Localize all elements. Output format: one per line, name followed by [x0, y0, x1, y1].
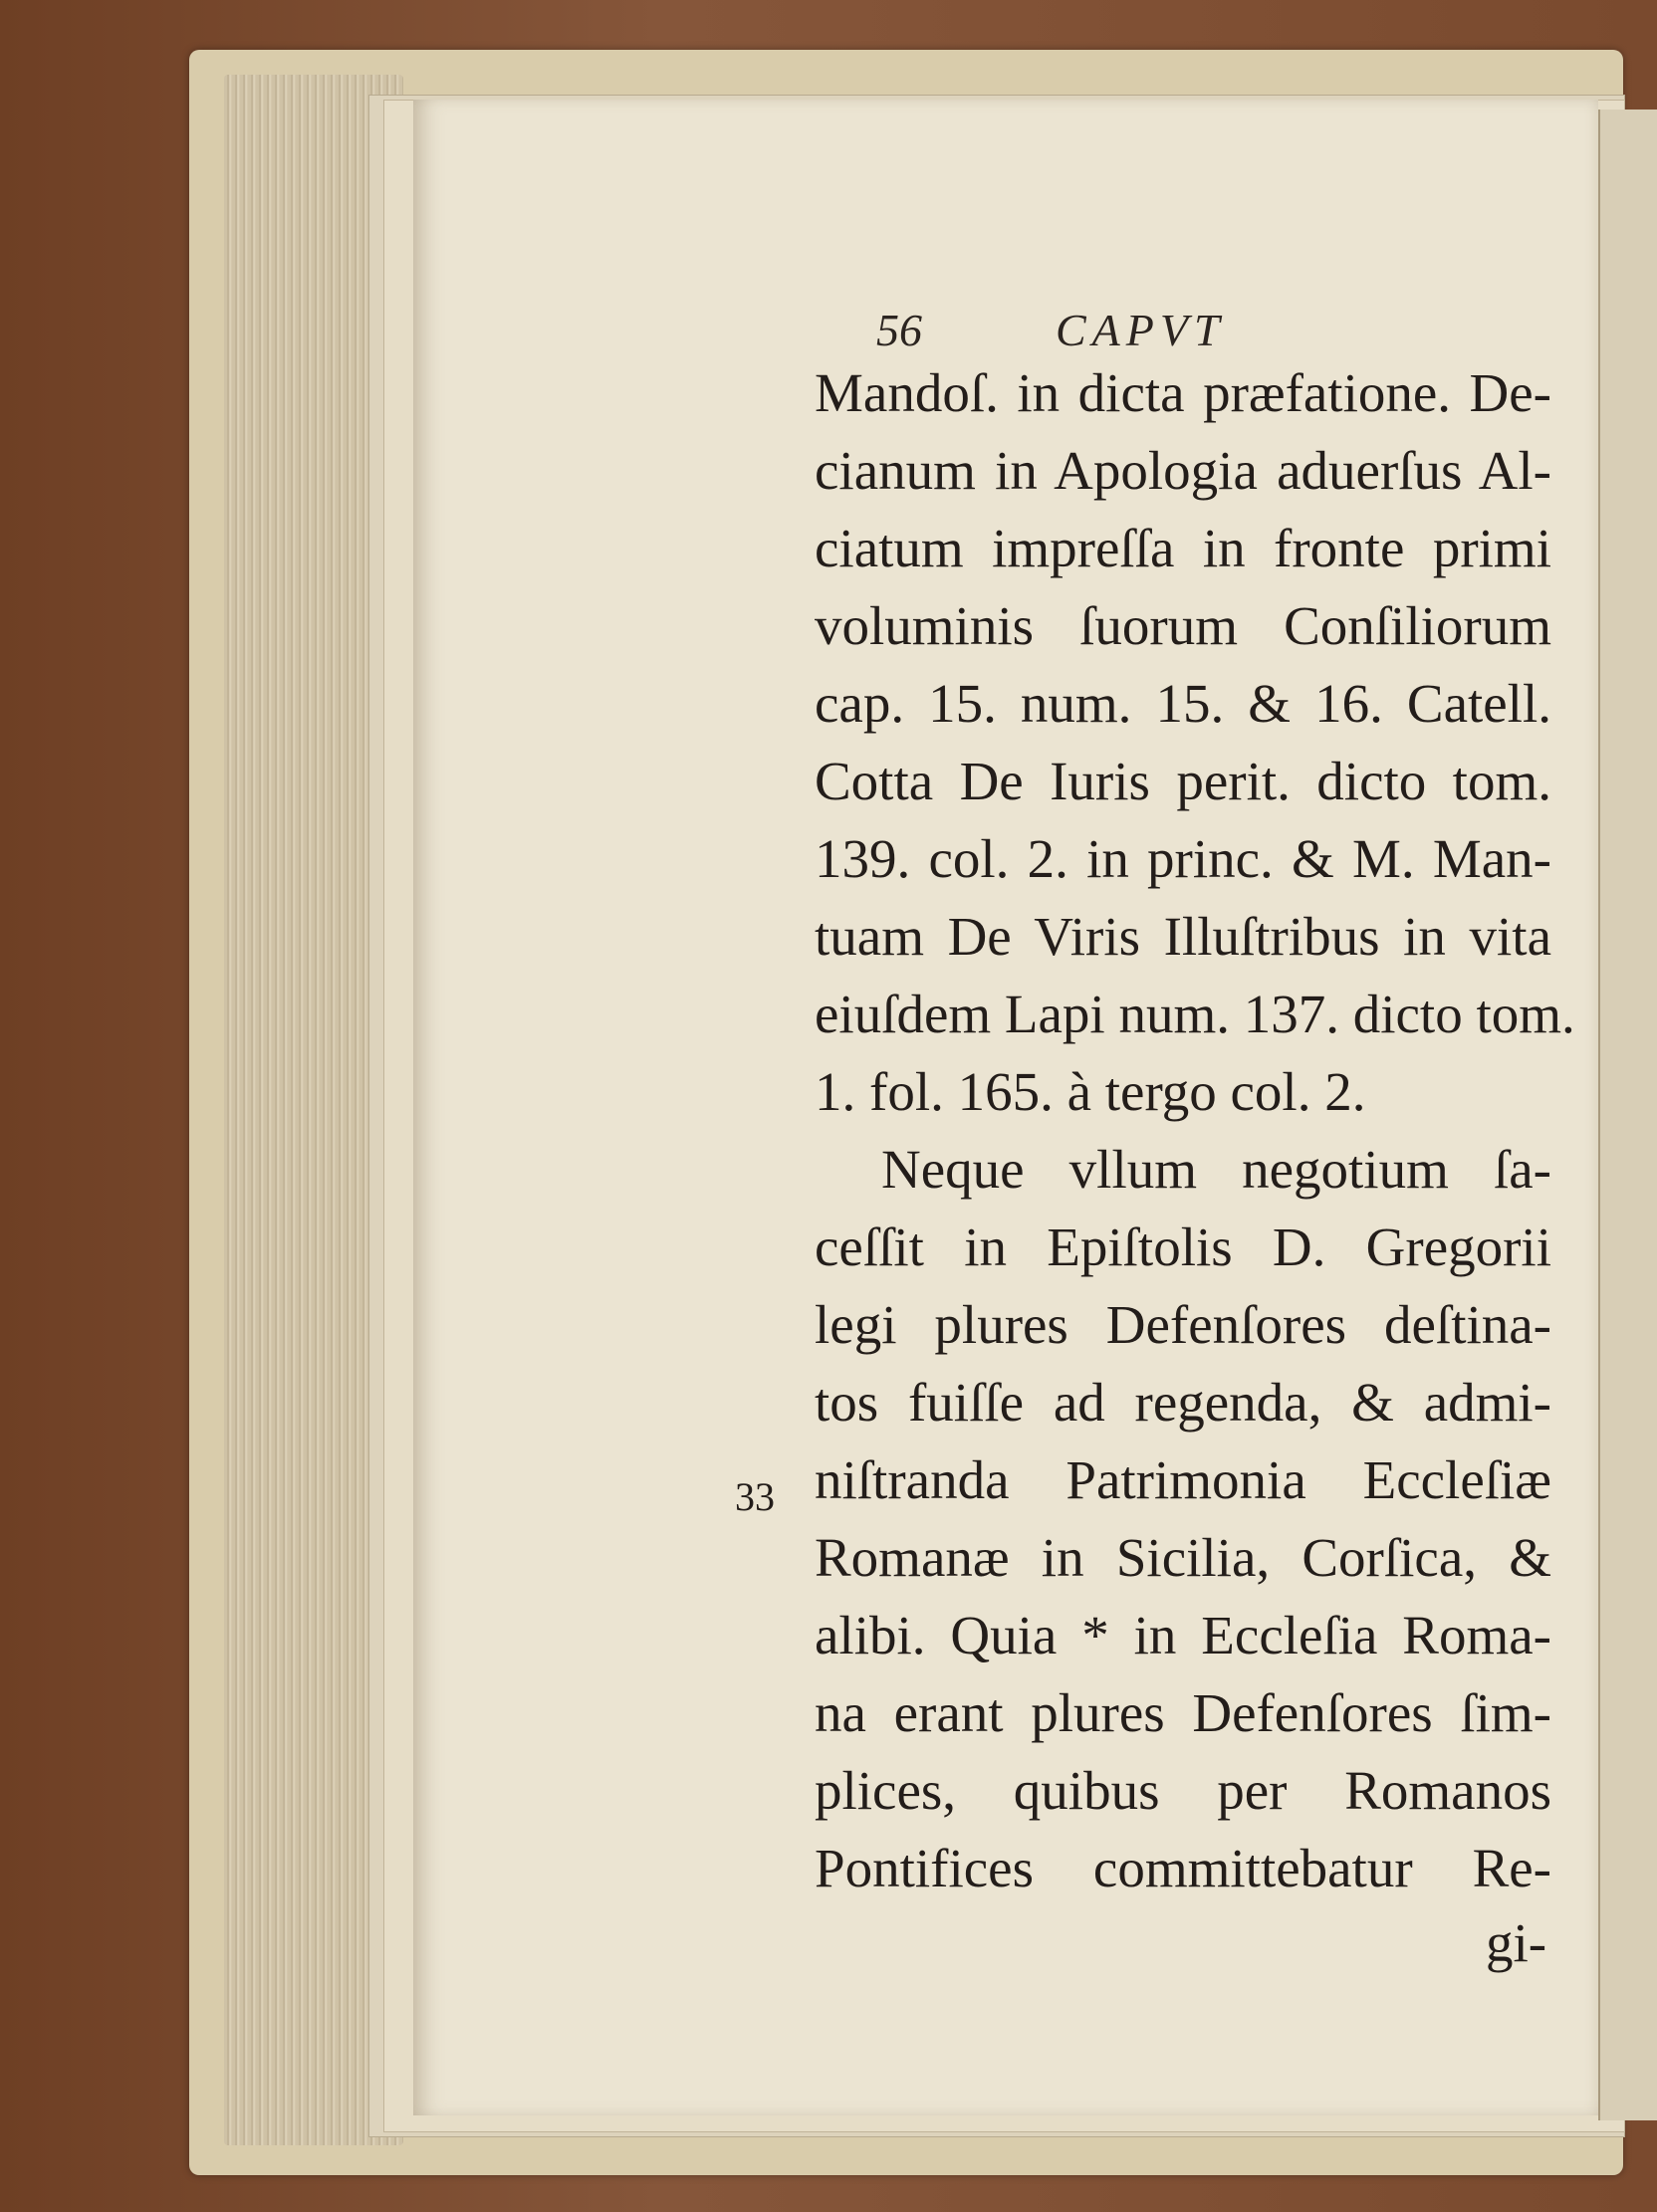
text-line-6 — [815, 747, 1551, 816]
line-text: tos fuiſſe ad regenda, & admi- — [815, 1372, 1551, 1433]
text-line-7 — [815, 824, 1551, 894]
line-text: cianum in Apologia aduerſus Al- — [815, 440, 1551, 501]
text-line-18 — [815, 1678, 1551, 1748]
text-line-12 — [815, 1213, 1551, 1282]
line-text: Cotta De Iuris perit. dicto tom. — [815, 751, 1551, 811]
line-text: eiuſdem Lapi num. 137. dicto tom. — [815, 984, 1575, 1044]
line-text: alibi. Quia * in Eccleſia Roma- — [815, 1605, 1551, 1665]
line-text: tuam De Viris Illuſtribus in vita — [815, 906, 1551, 967]
line-text: Neque vllum negotium ſa- — [881, 1139, 1551, 1200]
line-text: na erant plures Defenſores ſim- — [815, 1682, 1551, 1743]
text-line-17 — [815, 1601, 1551, 1670]
text-line-10 — [815, 1057, 1551, 1127]
text-line-11 — [881, 1135, 1551, 1205]
text-line-5 — [815, 669, 1551, 739]
text-line-14 — [815, 1368, 1551, 1438]
line-text: Romanæ in Sicilia, Corſica, & — [815, 1527, 1551, 1588]
line-text: ciatum impreſſa in fronte primi — [815, 518, 1551, 578]
line-text: cap. 15. num. 15. & 16. Catell. — [815, 673, 1551, 734]
line-text: plices, quibus per Romanos — [815, 1760, 1551, 1821]
line-text: Pontifices committebatur Re- — [815, 1838, 1551, 1898]
margin-note: 33 — [735, 1474, 775, 1519]
text-line-8 — [815, 902, 1551, 972]
text-line-4 — [815, 591, 1551, 661]
catchword: gi- — [1486, 1912, 1547, 1973]
text-line-19 — [815, 1756, 1551, 1826]
line-text: ceſſit in Epiſtolis D. Gregorii — [815, 1217, 1551, 1277]
text-line-13 — [815, 1290, 1551, 1360]
text-line-1 — [815, 358, 1551, 428]
text-line-16 — [815, 1523, 1551, 1593]
line-text: Mandoſ. in dicta præfatione. De- — [815, 362, 1551, 423]
text-line-20 — [815, 1834, 1551, 1903]
facing-page-edge — [1598, 110, 1657, 2120]
line-text: voluminis ſuorum Conſiliorum — [815, 595, 1551, 656]
page-number: 56 — [876, 305, 922, 355]
text-line-9 — [815, 980, 1575, 1049]
running-head: CAPVT — [1056, 305, 1226, 355]
text-line-2 — [815, 436, 1551, 506]
text-line-15 — [815, 1445, 1551, 1515]
line-text: 139. col. 2. in princ. & M. Man- — [815, 828, 1551, 889]
line-text: niſtranda Patrimonia Eccleſiæ — [815, 1449, 1551, 1510]
line-text: legi plures Defenſores deſtina- — [815, 1294, 1551, 1355]
line-text: 1. fol. 165. à tergo col. 2. — [815, 1061, 1366, 1122]
text-line-3 — [815, 514, 1551, 583]
